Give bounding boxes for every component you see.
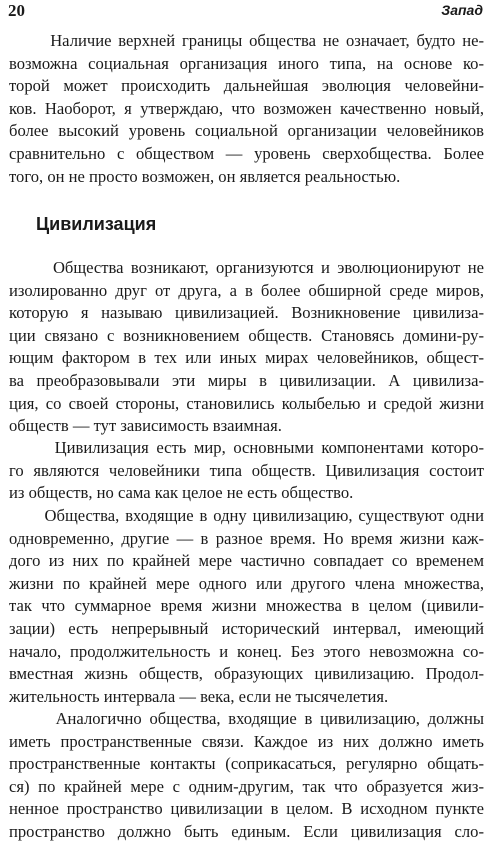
text-line: Цивилизация есть мир, основными компонентами которо- xyxy=(9,438,484,457)
page-number: 20 xyxy=(8,1,25,20)
text-line: ции связано с возникновением обществ. Становясь домини-ру- xyxy=(9,325,484,345)
text-line: изолированно друг от друга, а в более обширной среде миров, xyxy=(9,280,484,300)
text-line: ция, со своей стороны, становились колыбелью и средой жизни xyxy=(9,393,484,413)
text-line: начало, продолжительность и конец. Без этого невозможна со- xyxy=(9,641,484,661)
text-line: жизни по крайней мере одного или другого члена множества, xyxy=(9,573,484,593)
paragraph-2 xyxy=(9,257,484,438)
text-line: иметь пространственные связи. Каждое из них должно иметь xyxy=(9,731,484,751)
section-heading: Цивилизация xyxy=(36,214,157,234)
text-line: Общества возникают, организуются и эволюционируют не xyxy=(9,258,484,277)
text-line: ков. Наоборот, я утверждаю, что возможен качественно новый, xyxy=(9,98,484,118)
text-line: так что суммарное время жизни множества в целом (цивили- xyxy=(9,596,484,616)
text-line: которую я называю цивилизацией. Возникновение цивилиза- xyxy=(9,303,484,323)
text-line: сравнительно с обществом — уровень сверхобщества. Более xyxy=(9,143,484,163)
text-line: ва преобразовывали эти миры в цивилизации. А цивилиза- xyxy=(9,370,484,390)
text-line: пространственные контакты (соприкасаться, регулярно общать- xyxy=(9,754,484,774)
text-line: одновременно, другие — в разное время. Но время жизни каж- xyxy=(9,528,484,548)
paragraph-5 xyxy=(9,708,484,844)
text-line: того, он не просто возможен, он является реальностью. xyxy=(9,166,401,186)
paragraph-1 xyxy=(9,30,484,188)
text-line: пространство должно быть единым. Если цивилизация сло- xyxy=(9,821,484,841)
text-line: Наличие верхней границы общества не означает, будто не- xyxy=(9,31,484,50)
running-title: Запад xyxy=(441,2,483,18)
text-line: го являются человейники типа обществ. Цивилизация состоит xyxy=(9,460,484,480)
text-line: зации) есть непрерывный исторический интервал, имеющий xyxy=(9,618,484,638)
text-line: дого из них по крайней мере частично совпадает со временем xyxy=(9,551,484,571)
text-line: Общества, входящие в одну цивилизацию, существуют одни xyxy=(9,506,484,525)
text-line: обществ — тут зависимость взаимная. xyxy=(9,416,282,436)
text-line: жительность интервала — века, если не тысячелетия. xyxy=(9,686,389,706)
text-line: ся) по крайней мере с одним-другим, так что образуется жиз- xyxy=(9,776,484,796)
text-line: Аналогично общества, входящие в цивилизацию, должны xyxy=(9,709,484,728)
text-line: более высокий уровень социальной организации человейников xyxy=(9,121,484,141)
text-line: из обществ, но сама как целое не есть общество. xyxy=(9,483,354,503)
text-line: вместная жизнь обществ, образующих цивилизацию. Продол- xyxy=(9,664,484,684)
page-header xyxy=(8,1,483,23)
text-line: возможна социальная организация иного типа, на основе ко- xyxy=(9,53,484,73)
text-line: ненное пространство цивилизации в целом. В исходном пункте xyxy=(9,799,484,819)
paragraph-4 xyxy=(9,505,484,708)
text-line: торой может происходить дальнейшая эволюция человейни- xyxy=(9,76,484,96)
paragraph-3 xyxy=(9,437,484,505)
text-line: ющим фактором в тех или иных мирах человейников, общест- xyxy=(9,348,484,368)
